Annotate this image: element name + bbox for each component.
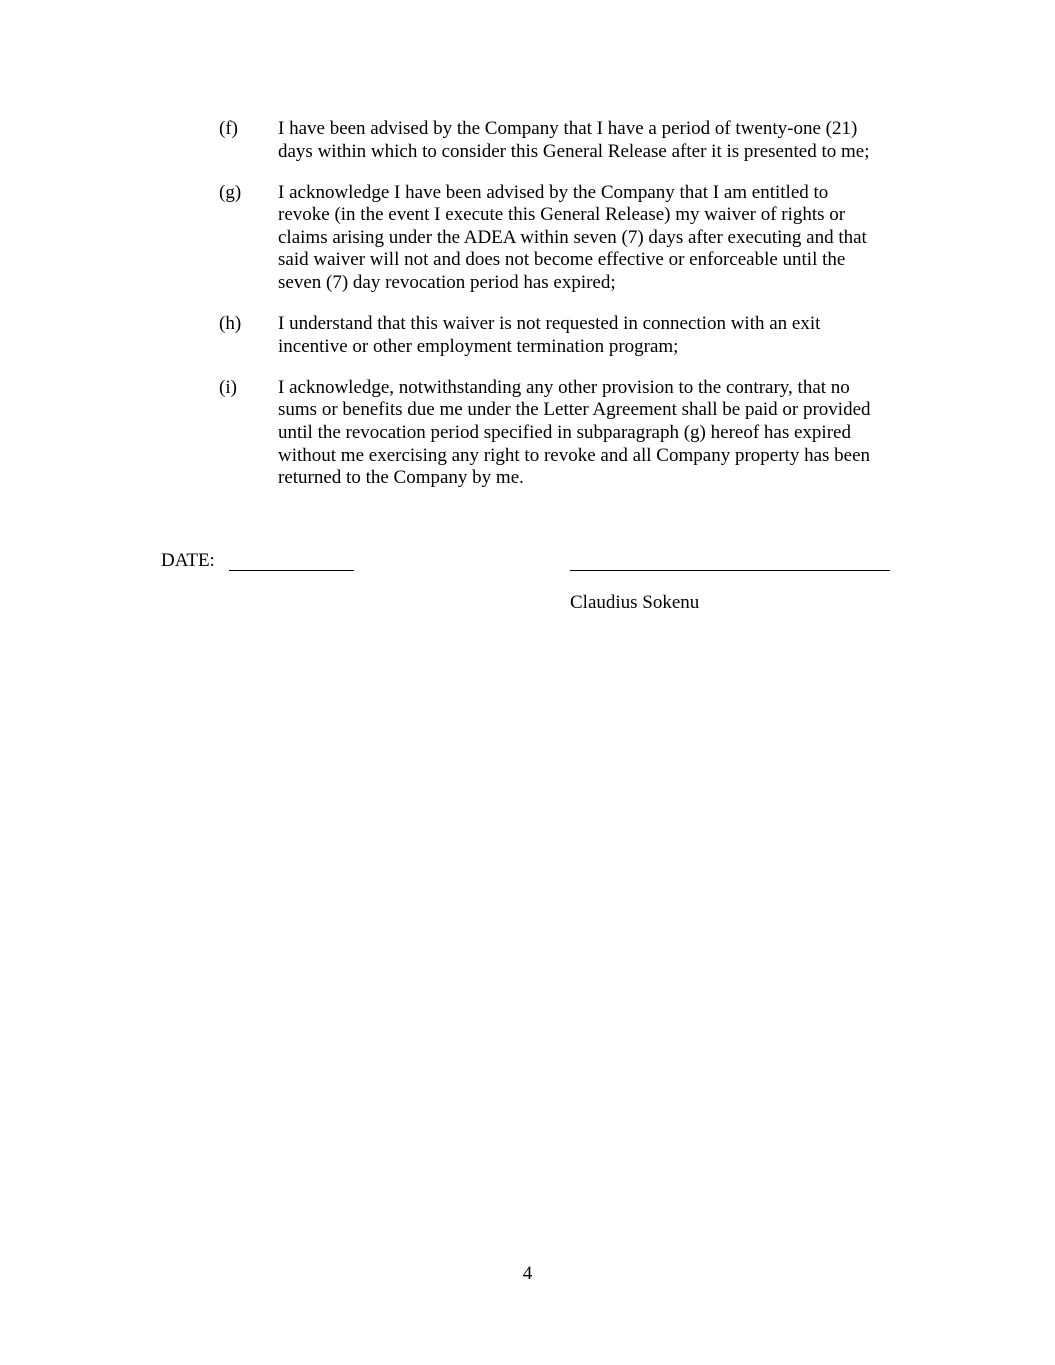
date-label: DATE: [161,550,215,571]
clause-line: claims arising under the ADEA within seven (7) days after executing and that [278,226,867,248]
clause-line: said waiver will not and does not become effective or enforceable until the [278,249,846,271]
date-blank-line [229,570,354,571]
clause-line: sums or benefits due me under the Letter Agreement shall be paid or provided [278,399,871,421]
clause-line: I have been advised by the Company that I have a period of twenty-one (21) [278,118,858,139]
signatory-name: Claudius Sokenu [570,592,700,613]
release-clauses [219,118,899,508]
clause-f [219,118,899,163]
clause-line: until the revocation period specified in subparagraph (g) hereof has expired [278,422,851,444]
page-number: 4 [522,1263,533,1284]
clause-line: incentive or other employment termination program; [278,335,679,357]
clause-label: (h) [219,313,242,335]
clause-text [278,377,899,490]
clause-g [219,182,899,295]
clause-i [219,377,899,490]
clause-label: (g) [219,181,242,203]
clause-line: days within which to consider this General Release after it is presented to me; [278,140,870,162]
clause-text [278,182,899,295]
clause-h [219,313,899,358]
clause-line: I acknowledge, notwithstanding any other provision to the contrary, that no [278,376,850,398]
clause-text [278,118,899,163]
clause-line: I acknowledge I have been advised by the Company that I am entitled to [278,181,829,203]
clause-text [278,313,899,358]
clause-label: (f) [219,118,238,139]
clause-line: revoke (in the event I execute this General Release) my waiver of rights or [278,204,846,226]
signature-line [570,570,890,571]
clause-label: (i) [219,376,237,398]
clause-line: seven (7) day revocation period has expired; [278,272,616,294]
clause-line: I understand that this waiver is not requested in connection with an exit [278,313,821,335]
clause-line: returned to the Company by me. [278,467,524,489]
clause-line: without me exercising any right to revoke and all Company property has been [278,444,871,466]
